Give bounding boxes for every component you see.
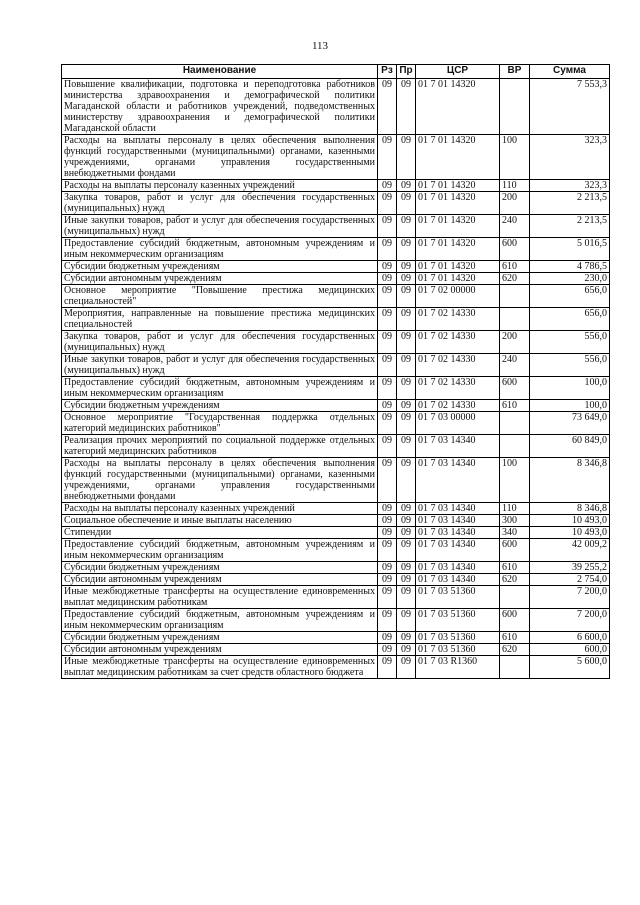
row-vr (500, 308, 530, 331)
table-row (62, 609, 610, 632)
row-rz: 09 (378, 574, 397, 586)
row-rz: 09 (378, 192, 397, 215)
row-vr: 600 (500, 238, 530, 261)
table-row (62, 644, 610, 656)
row-vr: 610 (500, 562, 530, 574)
row-vr (500, 656, 530, 679)
row-sum: 4 786,5 (530, 261, 610, 273)
row-vr: 620 (500, 273, 530, 285)
row-pr: 09 (397, 574, 416, 586)
row-sum: 2 213,5 (530, 192, 610, 215)
row-vr: 600 (500, 377, 530, 400)
row-rz: 09 (378, 515, 397, 527)
row-vr (500, 435, 530, 458)
row-pr: 09 (397, 458, 416, 503)
row-csr: 01 7 03 51360 (416, 644, 500, 656)
table-row (62, 656, 610, 679)
row-csr: 01 7 02 14330 (416, 400, 500, 412)
table-row (62, 331, 610, 354)
row-pr: 09 (397, 285, 416, 308)
row-name: Социальное обеспечение и иные выплаты населению (62, 515, 378, 527)
row-vr: 110 (500, 503, 530, 515)
column-header-name: Наименование (62, 65, 378, 79)
row-rz: 09 (378, 412, 397, 435)
row-vr: 620 (500, 644, 530, 656)
row-csr: 01 7 01 14320 (416, 215, 500, 238)
row-name: Повышение квалификации, подготовка и переподготовка работников министерства здравоохранения и демографической политики Магаданской области и работников учреждений, подведомственных министерству здравоохранения и демографической политики Магаданской области (62, 79, 378, 135)
row-pr: 09 (397, 562, 416, 574)
row-vr (500, 79, 530, 135)
table-row (62, 574, 610, 586)
table-row (62, 435, 610, 458)
row-csr: 01 7 01 14320 (416, 192, 500, 215)
row-pr: 09 (397, 656, 416, 679)
row-sum: 6 600,0 (530, 632, 610, 644)
row-rz: 09 (378, 503, 397, 515)
row-rz: 09 (378, 586, 397, 609)
row-pr: 09 (397, 308, 416, 331)
row-sum: 230,0 (530, 273, 610, 285)
row-pr: 09 (397, 273, 416, 285)
row-vr: 100 (500, 135, 530, 180)
row-vr: 240 (500, 354, 530, 377)
row-pr: 09 (397, 261, 416, 273)
row-name: Иные закупки товаров, работ и услуг для обеспечения государственных (муниципальных) нужд (62, 215, 378, 238)
row-sum: 656,0 (530, 308, 610, 331)
row-vr: 610 (500, 400, 530, 412)
row-name: Расходы на выплаты персоналу казенных учреждений (62, 180, 378, 192)
row-name: Субсидии автономным учреждениям (62, 574, 378, 586)
budget-table (61, 64, 610, 679)
row-name: Расходы на выплаты персоналу казенных учреждений (62, 503, 378, 515)
row-pr: 09 (397, 180, 416, 192)
row-csr: 01 7 01 14320 (416, 180, 500, 192)
row-csr: 01 7 03 14340 (416, 539, 500, 562)
row-rz: 09 (378, 539, 397, 562)
row-csr: 01 7 03 14340 (416, 435, 500, 458)
table-row (62, 273, 610, 285)
row-pr: 09 (397, 79, 416, 135)
row-pr: 09 (397, 435, 416, 458)
row-name: Стипендии (62, 527, 378, 539)
row-pr: 09 (397, 586, 416, 609)
row-rz: 09 (378, 354, 397, 377)
row-pr: 09 (397, 331, 416, 354)
row-name: Субсидии бюджетным учреждениям (62, 400, 378, 412)
row-sum: 8 346,8 (530, 458, 610, 503)
row-sum: 5 600,0 (530, 656, 610, 679)
table-row (62, 180, 610, 192)
row-rz: 09 (378, 562, 397, 574)
row-name: Субсидии бюджетным учреждениям (62, 562, 378, 574)
row-pr: 09 (397, 609, 416, 632)
table-row (62, 238, 610, 261)
row-sum: 2 213,5 (530, 215, 610, 238)
row-vr: 200 (500, 331, 530, 354)
row-rz: 09 (378, 632, 397, 644)
row-sum: 2 754,0 (530, 574, 610, 586)
row-csr: 01 7 03 14340 (416, 503, 500, 515)
table-row (62, 562, 610, 574)
row-csr: 01 7 03 51360 (416, 632, 500, 644)
row-name: Субсидии автономным учреждениям (62, 273, 378, 285)
row-csr: 01 7 03 51360 (416, 609, 500, 632)
table-row (62, 192, 610, 215)
row-rz: 09 (378, 527, 397, 539)
column-header-pr: Пр (397, 65, 416, 79)
row-sum: 323,3 (530, 180, 610, 192)
row-sum: 10 493,0 (530, 527, 610, 539)
header-row (62, 65, 610, 79)
row-sum: 7 200,0 (530, 609, 610, 632)
row-rz: 09 (378, 609, 397, 632)
row-rz: 09 (378, 285, 397, 308)
row-csr: 01 7 01 14320 (416, 79, 500, 135)
row-sum: 100,0 (530, 377, 610, 400)
row-sum: 656,0 (530, 285, 610, 308)
row-sum: 556,0 (530, 331, 610, 354)
row-vr: 110 (500, 180, 530, 192)
row-pr: 09 (397, 215, 416, 238)
row-rz: 09 (378, 644, 397, 656)
row-sum: 8 346,8 (530, 503, 610, 515)
row-csr: 01 7 02 14330 (416, 331, 500, 354)
row-pr: 09 (397, 515, 416, 527)
table-row (62, 308, 610, 331)
table-row (62, 539, 610, 562)
row-vr (500, 586, 530, 609)
row-name: Предоставление субсидий бюджетным, автономным учреждениям и иным некоммерческим организациям (62, 609, 378, 632)
table-row (62, 354, 610, 377)
row-name: Субсидии бюджетным учреждениям (62, 632, 378, 644)
row-rz: 09 (378, 400, 397, 412)
row-name: Субсидии автономным учреждениям (62, 644, 378, 656)
column-header-rz: Рз (378, 65, 397, 79)
table-row (62, 527, 610, 539)
row-pr: 09 (397, 377, 416, 400)
row-csr: 01 7 02 14330 (416, 354, 500, 377)
row-csr: 01 7 02 00000 (416, 285, 500, 308)
row-sum: 556,0 (530, 354, 610, 377)
column-header-vr: ВР (500, 65, 530, 79)
row-csr: 01 7 01 14320 (416, 261, 500, 273)
table-row (62, 400, 610, 412)
row-pr: 09 (397, 644, 416, 656)
column-header-csr: ЦСР (416, 65, 500, 79)
table-row (62, 458, 610, 503)
row-pr: 09 (397, 503, 416, 515)
row-vr: 340 (500, 527, 530, 539)
row-rz: 09 (378, 308, 397, 331)
row-csr: 01 7 02 14330 (416, 377, 500, 400)
row-name: Мероприятия, направленные на повышение престижа медицинских специальностей (62, 308, 378, 331)
row-pr: 09 (397, 354, 416, 377)
table-row (62, 377, 610, 400)
row-rz: 09 (378, 135, 397, 180)
row-rz: 09 (378, 215, 397, 238)
row-sum: 60 849,0 (530, 435, 610, 458)
row-rz: 09 (378, 656, 397, 679)
row-rz: 09 (378, 331, 397, 354)
row-rz: 09 (378, 261, 397, 273)
row-vr: 100 (500, 458, 530, 503)
row-vr: 620 (500, 574, 530, 586)
table-row (62, 135, 610, 180)
page-number: 113 (311, 40, 329, 52)
table-header (62, 65, 610, 79)
row-sum: 600,0 (530, 644, 610, 656)
row-sum: 100,0 (530, 400, 610, 412)
row-pr: 09 (397, 400, 416, 412)
row-vr (500, 412, 530, 435)
row-rz: 09 (378, 238, 397, 261)
row-vr (500, 285, 530, 308)
row-name: Иные закупки товаров, работ и услуг для обеспечения государственных (муниципальных) нужд (62, 354, 378, 377)
row-csr: 01 7 03 14340 (416, 527, 500, 539)
row-vr: 600 (500, 609, 530, 632)
table-row (62, 285, 610, 308)
row-csr: 01 7 03 R1360 (416, 656, 500, 679)
row-name: Реализация прочих мероприятий по социальной поддержке отдельных категорий медицинских работников (62, 435, 378, 458)
row-csr: 01 7 01 14320 (416, 273, 500, 285)
row-name: Закупка товаров, работ и услуг для обеспечения государственных (муниципальных) нужд (62, 192, 378, 215)
row-rz: 09 (378, 180, 397, 192)
table-row (62, 215, 610, 238)
row-name: Иные межбюджетные трансферты на осуществление единовременных выплат медицинским работникам (62, 586, 378, 609)
row-vr: 600 (500, 539, 530, 562)
row-csr: 01 7 01 14320 (416, 135, 500, 180)
row-vr: 200 (500, 192, 530, 215)
table-row (62, 515, 610, 527)
row-pr: 09 (397, 135, 416, 180)
table-row (62, 586, 610, 609)
row-pr: 09 (397, 412, 416, 435)
row-rz: 09 (378, 273, 397, 285)
row-csr: 01 7 03 14340 (416, 574, 500, 586)
row-rz: 09 (378, 377, 397, 400)
column-header-sum: Сумма (530, 65, 610, 79)
row-pr: 09 (397, 192, 416, 215)
row-csr: 01 7 03 51360 (416, 586, 500, 609)
row-csr: 01 7 03 14340 (416, 515, 500, 527)
row-rz: 09 (378, 458, 397, 503)
row-sum: 323,3 (530, 135, 610, 180)
table-row (62, 503, 610, 515)
table-body (62, 79, 610, 679)
row-pr: 09 (397, 527, 416, 539)
row-sum: 10 493,0 (530, 515, 610, 527)
row-csr: 01 7 02 14330 (416, 308, 500, 331)
row-pr: 09 (397, 238, 416, 261)
row-name: Расходы на выплаты персоналу в целях обеспечения выполнения функций государственными (муниципальными) органами, казенными учреждениями, органами управления государственными внебюджетными фондами (62, 458, 378, 503)
row-csr: 01 7 03 14340 (416, 562, 500, 574)
row-pr: 09 (397, 632, 416, 644)
row-sum: 73 649,0 (530, 412, 610, 435)
row-sum: 42 009,2 (530, 539, 610, 562)
row-rz: 09 (378, 435, 397, 458)
row-name: Основное мероприятие "Государственная поддержка отдельных категорий медицинских работников" (62, 412, 378, 435)
row-sum: 39 255,2 (530, 562, 610, 574)
table-row (62, 412, 610, 435)
row-name: Предоставление субсидий бюджетным, автономным учреждениям и иным некоммерческим организациям (62, 539, 378, 562)
row-vr: 610 (500, 632, 530, 644)
row-rz: 09 (378, 79, 397, 135)
row-csr: 01 7 03 14340 (416, 458, 500, 503)
row-name: Основное мероприятие "Повышение престижа медицинских специальностей" (62, 285, 378, 308)
row-name: Иные межбюджетные трансферты на осуществление единовременных выплат медицинским работникам за счет средств областного бюджета (62, 656, 378, 679)
row-name: Расходы на выплаты персоналу в целях обеспечения выполнения функций государственными (муниципальными) органами, казенными учреждениями, органами управления государственными внебюджетными фондами (62, 135, 378, 180)
row-sum: 7 553,3 (530, 79, 610, 135)
row-vr: 610 (500, 261, 530, 273)
row-name: Субсидии бюджетным учреждениям (62, 261, 378, 273)
table-row (62, 261, 610, 273)
row-name: Закупка товаров, работ и услуг для обеспечения государственных (муниципальных) нужд (62, 331, 378, 354)
row-name: Предоставление субсидий бюджетным, автономным учреждениям и иным некоммерческим организациям (62, 377, 378, 400)
row-vr: 300 (500, 515, 530, 527)
row-sum: 5 016,5 (530, 238, 610, 261)
row-pr: 09 (397, 539, 416, 562)
row-name: Предоставление субсидий бюджетным, автономным учреждениям и иным некоммерческим организациям (62, 238, 378, 261)
table-row (62, 79, 610, 135)
row-csr: 01 7 01 14320 (416, 238, 500, 261)
row-csr: 01 7 03 00000 (416, 412, 500, 435)
row-sum: 7 200,0 (530, 586, 610, 609)
table-row (62, 632, 610, 644)
row-vr: 240 (500, 215, 530, 238)
